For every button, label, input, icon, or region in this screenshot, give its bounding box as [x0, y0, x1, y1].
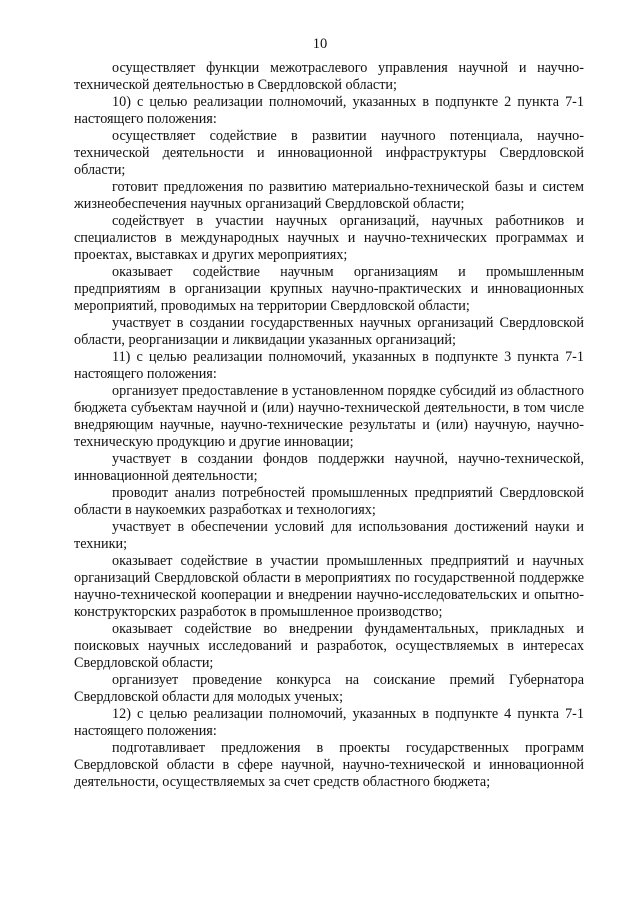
paragraph: 11) с целью реализации полномочий, указанных в подпункте 3 пункта 7-1 настоящего положения: [74, 349, 584, 382]
paragraph: оказывает содействие в участии промышленных предприятий и научных организаций Свердловской области в мероприятиях по государственной поддержке научно-технической кооперации и внедрении научно-исследовательских и опытно-конструкторских разработок в промышленное производство; [74, 553, 584, 620]
paragraph: готовит предложения по развитию материально-технической базы и систем жизнеобеспечения научных организаций Свердловской области; [74, 179, 584, 212]
paragraph: проводит анализ потребностей промышленных предприятий Свердловской области в наукоемких разработках и технологиях; [74, 485, 584, 518]
paragraph: организует проведение конкурса на соискание премий Губернатора Свердловской области для молодых ученых; [74, 672, 584, 705]
page-number: 10 [312, 36, 328, 52]
paragraph: подготавливает предложения в проекты государственных программ Свердловской области в сфере научной, научно-технической и инновационной деятельности, осуществляемых за счет средств областного бюджета; [74, 740, 584, 790]
paragraph: участвует в создании государственных научных организаций Свердловской области, реорганизации и ликвидации указанных организаций; [74, 315, 584, 348]
paragraph: участвует в создании фондов поддержки научной, научно-технической, инновационной деятельности; [74, 451, 584, 484]
paragraph: содействует в участии научных организаций, научных работников и специалистов в международных научных и научно-технических программах и проектах, выставках и других мероприятиях; [74, 213, 584, 263]
paragraph: оказывает содействие научным организациям и промышленным предприятиям в организации крупных научно-практических и инновационных мероприятий, проводимых на территории Свердловской области; [74, 264, 584, 314]
document-body [74, 60, 584, 791]
paragraph: 10) с целью реализации полномочий, указанных в подпункте 2 пункта 7-1 настоящего положения: [74, 94, 584, 127]
paragraph: осуществляет содействие в развитии научного потенциала, научно-технической деятельности и инновационной инфраструктуры Свердловской области; [74, 128, 584, 178]
paragraph: участвует в обеспечении условий для использования достижений науки и техники; [74, 519, 584, 552]
paragraph: организует предоставление в установленном порядке субсидий из областного бюджета субъектам научной и (или) научно-технической деятельности, в том числе внедряющим научные, научно-технические результаты и (или) научную, научно-техническую продукцию и другие инновации; [74, 383, 584, 450]
paragraph: оказывает содействие во внедрении фундаментальных, прикладных и поисковых научных исследований и разработок, осуществляемых в интересах Свердловской области; [74, 621, 584, 671]
paragraph: осуществляет функции межотраслевого управления научной и научно-технической деятельностью в Свердловской области; [74, 60, 584, 93]
paragraph: 12) с целью реализации полномочий, указанных в подпункте 4 пункта 7-1 настоящего положения: [74, 706, 584, 739]
